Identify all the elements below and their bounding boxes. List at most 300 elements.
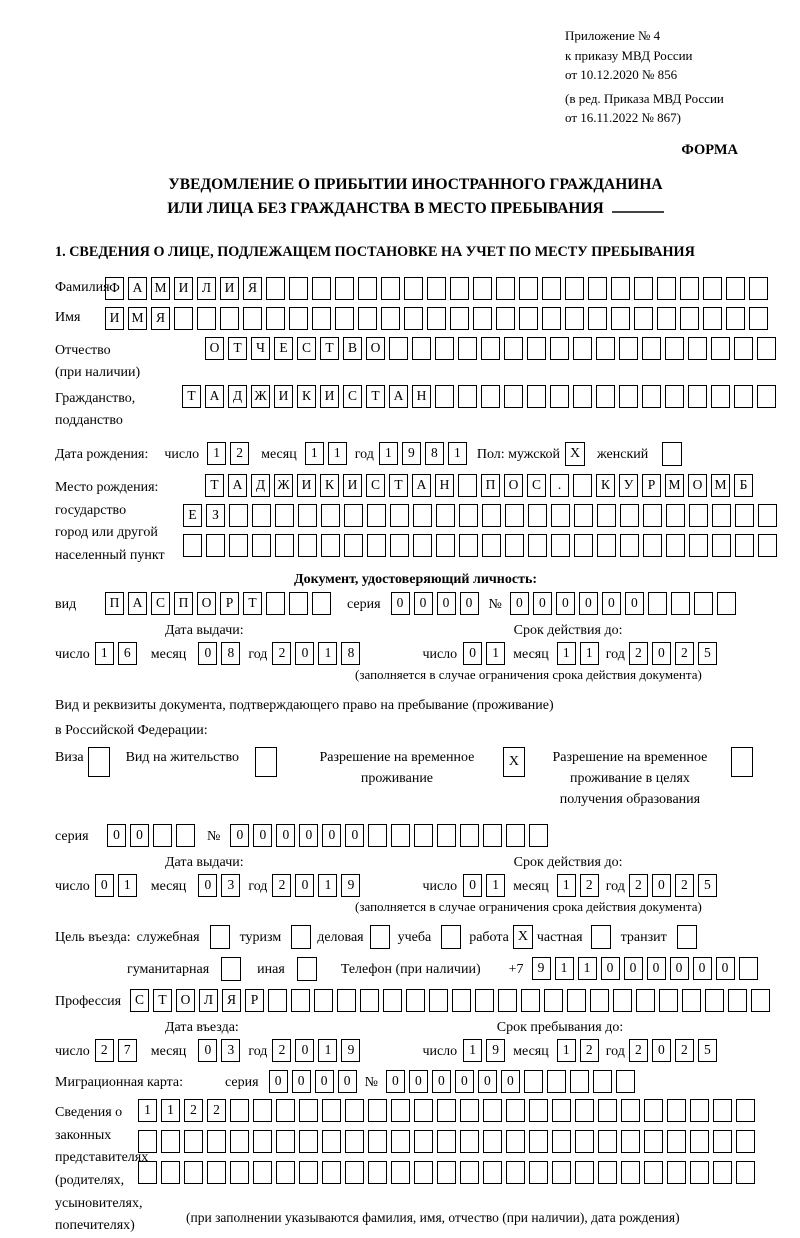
char-cell[interactable] <box>344 504 363 527</box>
char-cell[interactable]: С <box>343 385 362 408</box>
char-cell[interactable]: И <box>320 385 339 408</box>
char-cell[interactable] <box>574 534 593 557</box>
char-cell[interactable]: И <box>220 277 239 300</box>
char-cell[interactable] <box>437 1130 456 1153</box>
char-cell[interactable]: Л <box>197 277 216 300</box>
sex-female-checkbox[interactable] <box>662 442 682 466</box>
char-cell[interactable] <box>552 1130 571 1153</box>
char-cell[interactable] <box>436 534 455 557</box>
char-cell[interactable] <box>435 337 454 360</box>
char-cell[interactable] <box>391 1130 410 1153</box>
char-cell[interactable] <box>642 385 661 408</box>
char-cell[interactable] <box>312 592 331 615</box>
char-cell[interactable] <box>575 1099 594 1122</box>
purpose-official-checkbox[interactable] <box>210 925 230 949</box>
char-cell[interactable]: 1 <box>161 1099 180 1122</box>
char-cell[interactable] <box>197 307 216 330</box>
char-cell[interactable]: Я <box>222 989 241 1012</box>
char-cell[interactable]: О <box>688 474 707 497</box>
char-cell[interactable] <box>643 534 662 557</box>
char-cell[interactable]: 2 <box>230 442 249 465</box>
char-cell[interactable]: 0 <box>693 957 712 980</box>
char-cell[interactable]: 0 <box>432 1070 451 1093</box>
char-cell[interactable]: 0 <box>455 1070 474 1093</box>
char-cell[interactable]: 5 <box>698 1039 717 1062</box>
char-cell[interactable]: 0 <box>501 1070 520 1093</box>
char-cell[interactable] <box>711 337 730 360</box>
residence-permit-checkbox[interactable] <box>255 747 277 777</box>
char-cell[interactable] <box>483 1099 502 1122</box>
char-cell[interactable]: 0 <box>338 1070 357 1093</box>
char-cell[interactable] <box>736 1099 755 1122</box>
char-cell[interactable] <box>367 534 386 557</box>
char-cell[interactable] <box>712 534 731 557</box>
char-cell[interactable] <box>275 534 294 557</box>
char-cell[interactable] <box>312 277 331 300</box>
char-cell[interactable] <box>665 337 684 360</box>
char-cell[interactable]: 0 <box>345 824 364 847</box>
char-cell[interactable]: 1 <box>557 874 576 897</box>
char-cell[interactable] <box>161 1130 180 1153</box>
char-cell[interactable]: С <box>297 337 316 360</box>
char-cell[interactable] <box>757 337 776 360</box>
char-cell[interactable] <box>460 824 479 847</box>
char-cell[interactable] <box>427 277 446 300</box>
char-cell[interactable] <box>529 824 548 847</box>
char-cell[interactable] <box>427 307 446 330</box>
char-cell[interactable] <box>437 1161 456 1184</box>
char-cell[interactable]: И <box>174 277 193 300</box>
char-cell[interactable] <box>481 337 500 360</box>
char-cell[interactable] <box>751 989 770 1012</box>
char-cell[interactable]: 2 <box>272 642 291 665</box>
char-cell[interactable]: 0 <box>624 957 643 980</box>
char-cell[interactable] <box>183 534 202 557</box>
char-cell[interactable] <box>667 1130 686 1153</box>
char-cell[interactable] <box>506 824 525 847</box>
char-cell[interactable]: 0 <box>276 824 295 847</box>
char-cell[interactable]: 0 <box>652 874 671 897</box>
char-cell[interactable]: А <box>128 592 147 615</box>
char-cell[interactable]: 0 <box>716 957 735 980</box>
char-cell[interactable] <box>758 504 777 527</box>
char-cell[interactable] <box>565 277 584 300</box>
char-cell[interactable] <box>657 307 676 330</box>
char-cell[interactable] <box>266 277 285 300</box>
char-cell[interactable] <box>337 989 356 1012</box>
char-cell[interactable] <box>458 337 477 360</box>
char-cell[interactable] <box>450 277 469 300</box>
char-cell[interactable] <box>368 1130 387 1153</box>
char-cell[interactable]: 1 <box>95 642 114 665</box>
char-cell[interactable] <box>450 307 469 330</box>
char-cell[interactable] <box>529 1099 548 1122</box>
char-cell[interactable]: У <box>619 474 638 497</box>
char-cell[interactable] <box>413 504 432 527</box>
char-cell[interactable]: Р <box>642 474 661 497</box>
char-cell[interactable] <box>243 307 262 330</box>
char-cell[interactable] <box>138 1130 157 1153</box>
char-cell[interactable] <box>596 337 615 360</box>
char-cell[interactable]: И <box>105 307 124 330</box>
char-cell[interactable]: Е <box>183 504 202 527</box>
char-cell[interactable]: 3 <box>221 874 240 897</box>
char-cell[interactable]: Н <box>435 474 454 497</box>
char-cell[interactable] <box>593 1070 612 1093</box>
char-cell[interactable] <box>542 277 561 300</box>
char-cell[interactable] <box>414 1161 433 1184</box>
char-cell[interactable] <box>368 1099 387 1122</box>
char-cell[interactable]: 2 <box>272 874 291 897</box>
char-cell[interactable]: 0 <box>463 642 482 665</box>
char-cell[interactable] <box>712 504 731 527</box>
char-cell[interactable] <box>621 1099 640 1122</box>
char-cell[interactable] <box>206 534 225 557</box>
char-cell[interactable] <box>667 1161 686 1184</box>
char-cell[interactable]: 3 <box>221 1039 240 1062</box>
char-cell[interactable] <box>506 1161 525 1184</box>
purpose-study-checkbox[interactable] <box>441 925 461 949</box>
char-cell[interactable] <box>551 504 570 527</box>
purpose-business-checkbox[interactable] <box>370 925 390 949</box>
char-cell[interactable] <box>671 592 690 615</box>
char-cell[interactable] <box>368 1161 387 1184</box>
char-cell[interactable] <box>436 504 455 527</box>
char-cell[interactable] <box>184 1161 203 1184</box>
char-cell[interactable]: Т <box>243 592 262 615</box>
char-cell[interactable] <box>298 504 317 527</box>
char-cell[interactable] <box>597 504 616 527</box>
char-cell[interactable]: 0 <box>107 824 126 847</box>
char-cell[interactable] <box>527 337 546 360</box>
char-cell[interactable]: 0 <box>533 592 552 615</box>
char-cell[interactable] <box>253 1130 272 1153</box>
char-cell[interactable] <box>174 307 193 330</box>
char-cell[interactable] <box>414 1099 433 1122</box>
char-cell[interactable] <box>360 989 379 1012</box>
char-cell[interactable] <box>611 277 630 300</box>
char-cell[interactable] <box>688 385 707 408</box>
char-cell[interactable]: 1 <box>448 442 467 465</box>
char-cell[interactable] <box>298 534 317 557</box>
char-cell[interactable] <box>552 1161 571 1184</box>
char-cell[interactable]: 2 <box>95 1039 114 1062</box>
char-cell[interactable]: Ч <box>251 337 270 360</box>
char-cell[interactable]: 2 <box>580 1039 599 1062</box>
char-cell[interactable] <box>504 337 523 360</box>
char-cell[interactable]: Т <box>153 989 172 1012</box>
char-cell[interactable]: 0 <box>253 824 272 847</box>
char-cell[interactable] <box>528 504 547 527</box>
char-cell[interactable] <box>229 504 248 527</box>
char-cell[interactable] <box>736 1130 755 1153</box>
char-cell[interactable]: 2 <box>675 642 694 665</box>
char-cell[interactable] <box>482 504 501 527</box>
char-cell[interactable]: 8 <box>341 642 360 665</box>
char-cell[interactable]: 5 <box>698 642 717 665</box>
char-cell[interactable]: О <box>197 592 216 615</box>
char-cell[interactable]: К <box>320 474 339 497</box>
char-cell[interactable] <box>573 474 592 497</box>
char-cell[interactable] <box>703 277 722 300</box>
char-cell[interactable]: К <box>596 474 615 497</box>
char-cell[interactable] <box>266 592 285 615</box>
char-cell[interactable] <box>289 592 308 615</box>
char-cell[interactable] <box>138 1161 157 1184</box>
char-cell[interactable] <box>590 989 609 1012</box>
char-cell[interactable] <box>505 504 524 527</box>
char-cell[interactable] <box>321 504 340 527</box>
char-cell[interactable] <box>621 1161 640 1184</box>
char-cell[interactable]: 6 <box>118 642 137 665</box>
char-cell[interactable]: М <box>128 307 147 330</box>
char-cell[interactable] <box>689 534 708 557</box>
char-cell[interactable] <box>739 957 758 980</box>
char-cell[interactable] <box>460 1130 479 1153</box>
char-cell[interactable] <box>473 277 492 300</box>
char-cell[interactable] <box>588 277 607 300</box>
char-cell[interactable]: 2 <box>629 642 648 665</box>
char-cell[interactable]: 0 <box>391 592 410 615</box>
char-cell[interactable] <box>414 824 433 847</box>
char-cell[interactable] <box>735 504 754 527</box>
char-cell[interactable] <box>550 385 569 408</box>
char-cell[interactable] <box>680 307 699 330</box>
char-cell[interactable]: 0 <box>460 592 479 615</box>
char-cell[interactable] <box>390 534 409 557</box>
char-cell[interactable] <box>276 1099 295 1122</box>
purpose-tourism-checkbox[interactable] <box>291 925 311 949</box>
char-cell[interactable]: 2 <box>207 1099 226 1122</box>
char-cell[interactable] <box>275 504 294 527</box>
char-cell[interactable]: 0 <box>295 874 314 897</box>
char-cell[interactable]: М <box>151 277 170 300</box>
char-cell[interactable] <box>504 385 523 408</box>
char-cell[interactable] <box>458 385 477 408</box>
char-cell[interactable] <box>529 1130 548 1153</box>
char-cell[interactable] <box>734 337 753 360</box>
char-cell[interactable] <box>358 307 377 330</box>
char-cell[interactable] <box>437 824 456 847</box>
char-cell[interactable]: 9 <box>486 1039 505 1062</box>
char-cell[interactable]: Р <box>220 592 239 615</box>
char-cell[interactable] <box>621 1130 640 1153</box>
char-cell[interactable]: И <box>274 385 293 408</box>
char-cell[interactable] <box>575 1161 594 1184</box>
char-cell[interactable] <box>435 385 454 408</box>
char-cell[interactable]: Т <box>320 337 339 360</box>
char-cell[interactable]: 0 <box>130 824 149 847</box>
char-cell[interactable]: 0 <box>625 592 644 615</box>
char-cell[interactable]: 0 <box>198 1039 217 1062</box>
char-cell[interactable] <box>322 1099 341 1122</box>
char-cell[interactable] <box>734 385 753 408</box>
char-cell[interactable] <box>642 337 661 360</box>
purpose-humanitarian-checkbox[interactable] <box>221 957 241 981</box>
char-cell[interactable]: 0 <box>652 1039 671 1062</box>
char-cell[interactable]: А <box>228 474 247 497</box>
char-cell[interactable] <box>220 307 239 330</box>
char-cell[interactable] <box>322 1130 341 1153</box>
char-cell[interactable] <box>367 504 386 527</box>
char-cell[interactable] <box>565 307 584 330</box>
char-cell[interactable] <box>611 307 630 330</box>
char-cell[interactable]: О <box>366 337 385 360</box>
char-cell[interactable]: 1 <box>138 1099 157 1122</box>
char-cell[interactable] <box>703 307 722 330</box>
char-cell[interactable]: Т <box>182 385 201 408</box>
char-cell[interactable] <box>636 989 655 1012</box>
char-cell[interactable]: 0 <box>295 1039 314 1062</box>
char-cell[interactable]: О <box>504 474 523 497</box>
char-cell[interactable] <box>345 1130 364 1153</box>
char-cell[interactable] <box>481 385 500 408</box>
char-cell[interactable] <box>229 534 248 557</box>
char-cell[interactable]: Д <box>228 385 247 408</box>
char-cell[interactable] <box>726 307 745 330</box>
char-cell[interactable]: 1 <box>328 442 347 465</box>
char-cell[interactable] <box>322 1161 341 1184</box>
char-cell[interactable] <box>253 1099 272 1122</box>
purpose-work-checkbox[interactable]: X <box>513 925 533 949</box>
char-cell[interactable]: 1 <box>486 642 505 665</box>
char-cell[interactable] <box>153 824 172 847</box>
char-cell[interactable] <box>176 824 195 847</box>
char-cell[interactable] <box>314 989 333 1012</box>
char-cell[interactable] <box>483 1130 502 1153</box>
char-cell[interactable] <box>483 1161 502 1184</box>
char-cell[interactable] <box>659 989 678 1012</box>
char-cell[interactable]: 1 <box>580 642 599 665</box>
char-cell[interactable]: Я <box>243 277 262 300</box>
char-cell[interactable] <box>299 1099 318 1122</box>
char-cell[interactable]: 0 <box>602 592 621 615</box>
char-cell[interactable]: А <box>389 385 408 408</box>
char-cell[interactable]: С <box>151 592 170 615</box>
char-cell[interactable] <box>528 534 547 557</box>
char-cell[interactable] <box>736 1161 755 1184</box>
char-cell[interactable] <box>616 1070 635 1093</box>
char-cell[interactable]: Б <box>734 474 753 497</box>
char-cell[interactable] <box>404 277 423 300</box>
char-cell[interactable] <box>383 989 402 1012</box>
char-cell[interactable] <box>452 989 471 1012</box>
char-cell[interactable]: 0 <box>198 874 217 897</box>
char-cell[interactable] <box>207 1161 226 1184</box>
char-cell[interactable]: 0 <box>478 1070 497 1093</box>
char-cell[interactable] <box>665 385 684 408</box>
char-cell[interactable]: С <box>366 474 385 497</box>
char-cell[interactable] <box>757 385 776 408</box>
char-cell[interactable] <box>345 1161 364 1184</box>
char-cell[interactable] <box>289 277 308 300</box>
char-cell[interactable] <box>475 989 494 1012</box>
char-cell[interactable] <box>460 1161 479 1184</box>
char-cell[interactable]: И <box>297 474 316 497</box>
char-cell[interactable]: З <box>206 504 225 527</box>
char-cell[interactable] <box>506 1130 525 1153</box>
char-cell[interactable]: 2 <box>629 874 648 897</box>
char-cell[interactable]: 1 <box>118 874 137 897</box>
char-cell[interactable] <box>459 504 478 527</box>
char-cell[interactable] <box>473 307 492 330</box>
char-cell[interactable] <box>657 277 676 300</box>
char-cell[interactable]: 1 <box>463 1039 482 1062</box>
char-cell[interactable]: Ж <box>274 474 293 497</box>
char-cell[interactable] <box>161 1161 180 1184</box>
char-cell[interactable] <box>690 1161 709 1184</box>
char-cell[interactable] <box>207 1130 226 1153</box>
char-cell[interactable] <box>312 307 331 330</box>
char-cell[interactable]: 2 <box>272 1039 291 1062</box>
char-cell[interactable] <box>544 989 563 1012</box>
char-cell[interactable] <box>634 277 653 300</box>
char-cell[interactable] <box>368 824 387 847</box>
char-cell[interactable] <box>527 385 546 408</box>
char-cell[interactable] <box>414 1130 433 1153</box>
char-cell[interactable]: А <box>412 474 431 497</box>
char-cell[interactable]: 0 <box>299 824 318 847</box>
char-cell[interactable]: 9 <box>341 1039 360 1062</box>
char-cell[interactable] <box>266 307 285 330</box>
char-cell[interactable] <box>412 337 431 360</box>
char-cell[interactable] <box>391 824 410 847</box>
char-cell[interactable]: 0 <box>414 592 433 615</box>
char-cell[interactable] <box>524 1070 543 1093</box>
char-cell[interactable]: 9 <box>532 957 551 980</box>
char-cell[interactable]: 0 <box>437 592 456 615</box>
char-cell[interactable] <box>230 1130 249 1153</box>
char-cell[interactable]: Ж <box>251 385 270 408</box>
char-cell[interactable]: 0 <box>295 642 314 665</box>
purpose-private-checkbox[interactable] <box>591 925 611 949</box>
char-cell[interactable]: 1 <box>555 957 574 980</box>
char-cell[interactable] <box>404 307 423 330</box>
char-cell[interactable] <box>496 277 515 300</box>
char-cell[interactable] <box>230 1099 249 1122</box>
char-cell[interactable]: С <box>527 474 546 497</box>
purpose-transit-checkbox[interactable] <box>677 925 697 949</box>
char-cell[interactable] <box>705 989 724 1012</box>
char-cell[interactable]: П <box>481 474 500 497</box>
char-cell[interactable] <box>588 307 607 330</box>
char-cell[interactable]: 5 <box>698 874 717 897</box>
char-cell[interactable]: 1 <box>557 642 576 665</box>
char-cell[interactable] <box>459 534 478 557</box>
char-cell[interactable] <box>252 504 271 527</box>
char-cell[interactable] <box>596 385 615 408</box>
char-cell[interactable]: . <box>550 474 569 497</box>
char-cell[interactable] <box>648 592 667 615</box>
char-cell[interactable] <box>335 307 354 330</box>
char-cell[interactable] <box>552 1099 571 1122</box>
char-cell[interactable]: А <box>128 277 147 300</box>
char-cell[interactable] <box>551 534 570 557</box>
char-cell[interactable] <box>252 534 271 557</box>
char-cell[interactable] <box>749 277 768 300</box>
char-cell[interactable] <box>666 504 685 527</box>
char-cell[interactable] <box>458 474 477 497</box>
char-cell[interactable] <box>694 592 713 615</box>
char-cell[interactable] <box>498 989 517 1012</box>
char-cell[interactable] <box>713 1099 732 1122</box>
purpose-other-checkbox[interactable] <box>297 957 317 981</box>
char-cell[interactable]: Т <box>228 337 247 360</box>
char-cell[interactable] <box>496 307 515 330</box>
char-cell[interactable] <box>597 534 616 557</box>
char-cell[interactable] <box>598 1161 617 1184</box>
char-cell[interactable]: С <box>130 989 149 1012</box>
